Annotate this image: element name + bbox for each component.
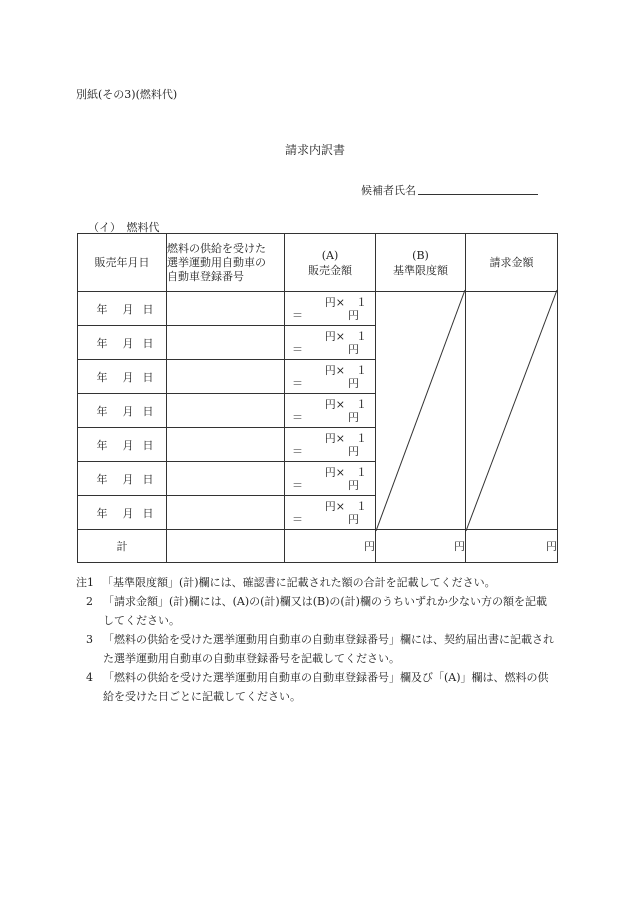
day-label: 日: [142, 336, 154, 350]
sales-amount-cell: [285, 496, 376, 530]
amount-multiplier: 円× １: [324, 466, 367, 479]
year-label: 年: [96, 472, 108, 486]
limit-blank-cell: [376, 292, 466, 530]
amount-yen: 円: [348, 343, 359, 356]
registration-cell: [167, 326, 285, 360]
amount-multiplier: 円× １: [324, 364, 367, 377]
sales-amount-cell: [285, 428, 376, 462]
amount-equals: ＝: [292, 309, 303, 322]
note-text: 「請求金額」(計)欄には、(A)の(計)欄又は(B)の(計)欄のうちいずれか少ない方の額を記載してください。: [103, 595, 547, 627]
amount-yen: 円: [348, 377, 359, 390]
candidate-name-label: 候補者氏名: [361, 184, 416, 197]
header-registration: [167, 234, 285, 292]
amount-equals: ＝: [292, 411, 303, 424]
month-label: 月: [122, 472, 134, 486]
header-limit: [376, 234, 466, 292]
month-label: 月: [122, 336, 134, 350]
table-header-row: [78, 234, 558, 292]
header-limit-label: 基準限度額: [393, 263, 448, 277]
date-cell: [78, 292, 167, 326]
header-registration-line-1: 燃料の供給を受けた: [167, 241, 266, 255]
date-cell: [78, 326, 167, 360]
sales-amount-cell: [285, 462, 376, 496]
day-label: 日: [142, 370, 154, 384]
amount-yen: 円: [348, 513, 359, 526]
registration-cell: [167, 428, 285, 462]
note-number: 2: [86, 595, 93, 608]
date-cell: [78, 462, 167, 496]
claim-blank-cell: [466, 292, 558, 530]
total-claim-yen: 円: [466, 530, 558, 563]
year-label: 年: [96, 302, 108, 316]
header-sales-label: 販売金額: [308, 263, 352, 277]
total-row: [78, 530, 558, 563]
amount-multiplier: 円× １: [324, 398, 367, 411]
amount-multiplier: 円× １: [324, 500, 367, 513]
note-item: [76, 668, 556, 706]
total-registration-cell: [167, 530, 285, 563]
amount-multiplier: 円× １: [324, 432, 367, 445]
note-number: 4: [86, 671, 93, 684]
day-label: 日: [142, 438, 154, 452]
registration-cell: [167, 394, 285, 428]
total-limit-yen: 円: [376, 530, 466, 563]
amount-equals: ＝: [292, 445, 303, 458]
date-cell: [78, 428, 167, 462]
day-label: 日: [142, 404, 154, 418]
year-label: 年: [96, 370, 108, 384]
amount-equals: ＝: [292, 377, 303, 390]
month-label: 月: [122, 370, 134, 384]
sales-amount-cell: [285, 360, 376, 394]
day-label: 日: [142, 506, 154, 520]
day-label: 日: [142, 302, 154, 316]
year-label: 年: [96, 506, 108, 520]
month-label: 月: [122, 404, 134, 418]
registration-cell: [167, 496, 285, 530]
note-item: [76, 592, 556, 630]
section-label: （イ） 燃料代: [88, 221, 160, 234]
header-registration-line-2: 選挙運動用自動車の: [167, 255, 266, 269]
attachment-label: 別紙(その3)(燃料代): [76, 88, 178, 101]
header-sales: [285, 234, 376, 292]
notes: [76, 573, 556, 706]
registration-cell: [167, 360, 285, 394]
day-label: 日: [142, 472, 154, 486]
amount-yen: 円: [348, 411, 359, 424]
month-label: 月: [122, 302, 134, 316]
registration-cell: [167, 462, 285, 496]
header-limit-code: (B): [412, 248, 429, 262]
date-cell: [78, 360, 167, 394]
note-number: 3: [86, 633, 93, 646]
header-date: 販売年月日: [78, 234, 167, 292]
document-title: 請求内訳書: [284, 143, 345, 157]
sales-amount-cell: [285, 292, 376, 326]
note-text: 「燃料の供給を受けた選挙運動用自動車の自動車登録番号」欄には、契約届出書に記載された選挙運動用自動車の自動車登録番号を記載してください。: [103, 633, 554, 665]
amount-multiplier: 円× １: [324, 296, 367, 309]
sales-amount-cell: [285, 394, 376, 428]
amount-yen: 円: [348, 445, 359, 458]
candidate-name-line: [418, 194, 538, 195]
header-registration-line-3: 自動車登録番号: [167, 269, 244, 283]
year-label: 年: [96, 438, 108, 452]
note-text: 「基準限度額」(計)欄には、確認書に記載された額の合計を記載してください。: [102, 576, 496, 589]
year-label: 年: [96, 336, 108, 350]
month-label: 月: [122, 506, 134, 520]
registration-cell: [167, 292, 285, 326]
amount-equals: ＝: [292, 343, 303, 356]
date-cell: [78, 394, 167, 428]
amount-equals: ＝: [292, 513, 303, 526]
date-cell: [78, 496, 167, 530]
header-claim: 請求金額: [466, 234, 558, 292]
header-sales-code: (A): [321, 248, 339, 262]
month-label: 月: [122, 438, 134, 452]
sales-amount-cell: [285, 326, 376, 360]
note-text: 「燃料の供給を受けた選挙運動用自動車の自動車登録番号」欄及び「(A)」欄は、燃料の供給を受けた日ごとに記載してください。: [103, 671, 549, 703]
total-label: 計: [78, 530, 167, 563]
amount-yen: 円: [348, 309, 359, 322]
note-item: [76, 630, 556, 668]
total-sales-yen: 円: [285, 530, 376, 563]
amount-yen: 円: [348, 479, 359, 492]
amount-multiplier: 円× １: [324, 330, 367, 343]
amount-equals: ＝: [292, 479, 303, 492]
year-label: 年: [96, 404, 108, 418]
note-item: [76, 573, 556, 592]
table-row: [78, 292, 558, 326]
note-number: 注1: [76, 576, 94, 589]
fuel-cost-table: [77, 233, 558, 563]
